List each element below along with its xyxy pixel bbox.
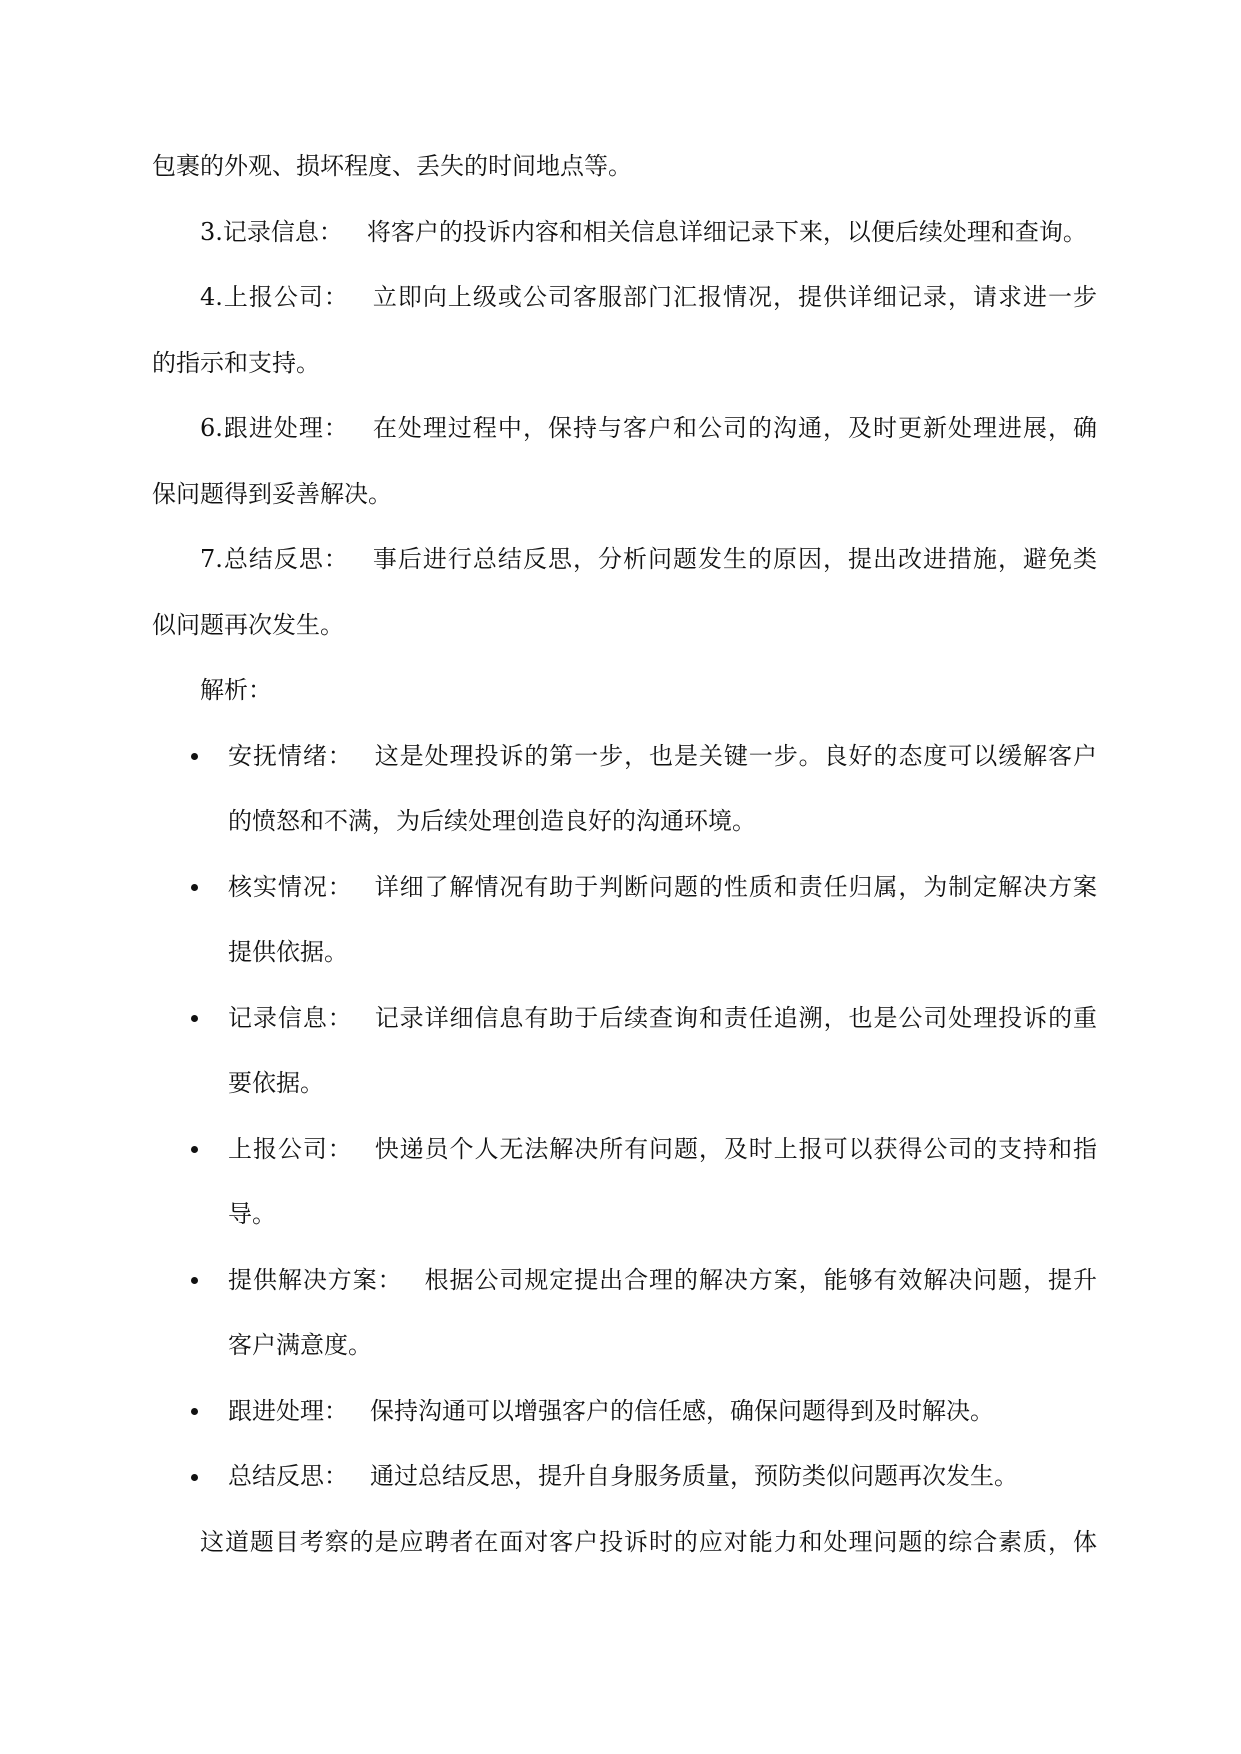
bullet-line-continued <box>228 1313 1097 1379</box>
bullet-text: 记录详细信息有助于后续查询和责任追溯，也是公司处理投诉的重 <box>374 1003 1098 1032</box>
bullet-label: 上报公司： <box>228 1134 353 1163</box>
step-line <box>152 265 1097 331</box>
bullet-line <box>228 724 1097 790</box>
step-text: 立即向上级或公司客服部门汇报情况，提供详细记录，请求进一步 <box>372 283 1097 311</box>
step-text: 保问题得到妥善解决。 <box>152 479 392 508</box>
bullet-marker <box>191 884 198 891</box>
bullet-text: 通过总结反思，提升自身服务质量，预防类似问题再次发生。 <box>370 1462 1018 1490</box>
analysis-heading <box>152 658 1097 724</box>
bullet-marker <box>191 753 198 760</box>
bullet-label: 记录信息： <box>228 1003 353 1032</box>
step-text: 的指示和支持。 <box>152 348 320 377</box>
continued-paragraph-line <box>152 134 1097 200</box>
bullet-text: 保持沟通可以增强客户的信任感，确保问题得到及时解决。 <box>370 1396 994 1425</box>
bullet-text: 详细了解情况有助于判断问题的性质和责任归属，为制定解决方案 <box>374 872 1098 901</box>
analysis-point <box>0 724 1241 855</box>
step-item <box>0 396 1241 527</box>
step-line-continued <box>152 331 1097 397</box>
analysis-point <box>0 855 1241 986</box>
step-text: 似问题再次发生。 <box>152 610 344 639</box>
bullet-marker <box>191 1277 198 1284</box>
bullet-text: 的愤怒和不满，为后续处理创造良好的沟通环境。 <box>228 807 756 835</box>
step-text: 事后进行总结反思，分析问题发生的原因，提出改进措施，避免类 <box>372 545 1097 573</box>
bullet-marker <box>191 1146 198 1153</box>
step-text: 在处理过程中，保持与客户和公司的沟通，及时更新处理进展，确 <box>372 414 1097 442</box>
step-item <box>0 527 1241 658</box>
bullet-marker <box>191 1474 198 1481</box>
bullet-label: 核实情况： <box>228 872 353 901</box>
bullet-text: 快递员个人无法解决所有问题，及时上报可以获得公司的支持和指 <box>374 1134 1098 1163</box>
bullet-line-continued <box>228 789 1097 855</box>
bullet-line-continued <box>228 1182 1097 1248</box>
analysis-heading-text: 解析： <box>200 676 272 704</box>
step-text: 将客户的投诉内容和相关信息详细记录下来，以便后续处理和查询。 <box>366 217 1087 246</box>
bullet-text: 导。 <box>228 1200 276 1228</box>
bullet-marker <box>191 1408 198 1415</box>
bullet-text: 根据公司规定提出合理的解决方案，能够有效解决问题，提升 <box>424 1265 1098 1294</box>
bullet-marker <box>191 1015 198 1022</box>
analysis-point <box>0 1117 1241 1248</box>
analysis-point <box>0 1444 1241 1510</box>
analysis-point <box>0 986 1241 1117</box>
step-label: 6.跟进处理： <box>200 414 349 442</box>
step-label: 4.上报公司： <box>200 283 349 311</box>
step-item <box>0 200 1241 266</box>
bullet-label: 安抚情绪： <box>228 741 353 770</box>
bullet-label: 总结反思： <box>228 1462 348 1490</box>
analysis-point <box>0 1379 1241 1445</box>
step-line <box>152 200 1097 266</box>
bullet-line <box>228 1117 1097 1183</box>
bullet-line <box>228 855 1097 921</box>
conclusion-line <box>152 1510 1097 1576</box>
bullet-line <box>228 1248 1097 1314</box>
bullet-text: 提供依据。 <box>228 938 348 966</box>
bullet-label: 提供解决方案： <box>228 1265 403 1294</box>
bullet-line <box>228 986 1097 1052</box>
bullet-line-continued <box>228 1051 1097 1117</box>
step-line-continued <box>152 462 1097 528</box>
bullet-text: 要依据。 <box>228 1069 324 1097</box>
analysis-point <box>0 1248 1241 1379</box>
bullet-text: 客户满意度。 <box>228 1331 372 1359</box>
bullet-line <box>228 1379 1097 1445</box>
bullet-text: 这是处理投诉的第一步，也是关键一步。良好的态度可以缓解客户 <box>374 741 1098 770</box>
bullet-label: 跟进处理： <box>228 1396 348 1425</box>
step-line <box>152 396 1097 462</box>
bullet-line-continued <box>228 920 1097 986</box>
step-label: 3.记录信息： <box>200 217 343 246</box>
step-label: 7.总结反思： <box>200 545 349 573</box>
bullet-line <box>228 1444 1097 1510</box>
conclusion-text: 这道题目考察的是应聘者在面对客户投诉时的应对能力和处理问题的综合素质，体 <box>200 1527 1097 1556</box>
paragraph-text: 包裹的外观、损坏程度、丢失的时间地点等。 <box>152 152 632 180</box>
step-item <box>0 265 1241 396</box>
step-line-continued <box>152 593 1097 659</box>
step-line <box>152 527 1097 593</box>
